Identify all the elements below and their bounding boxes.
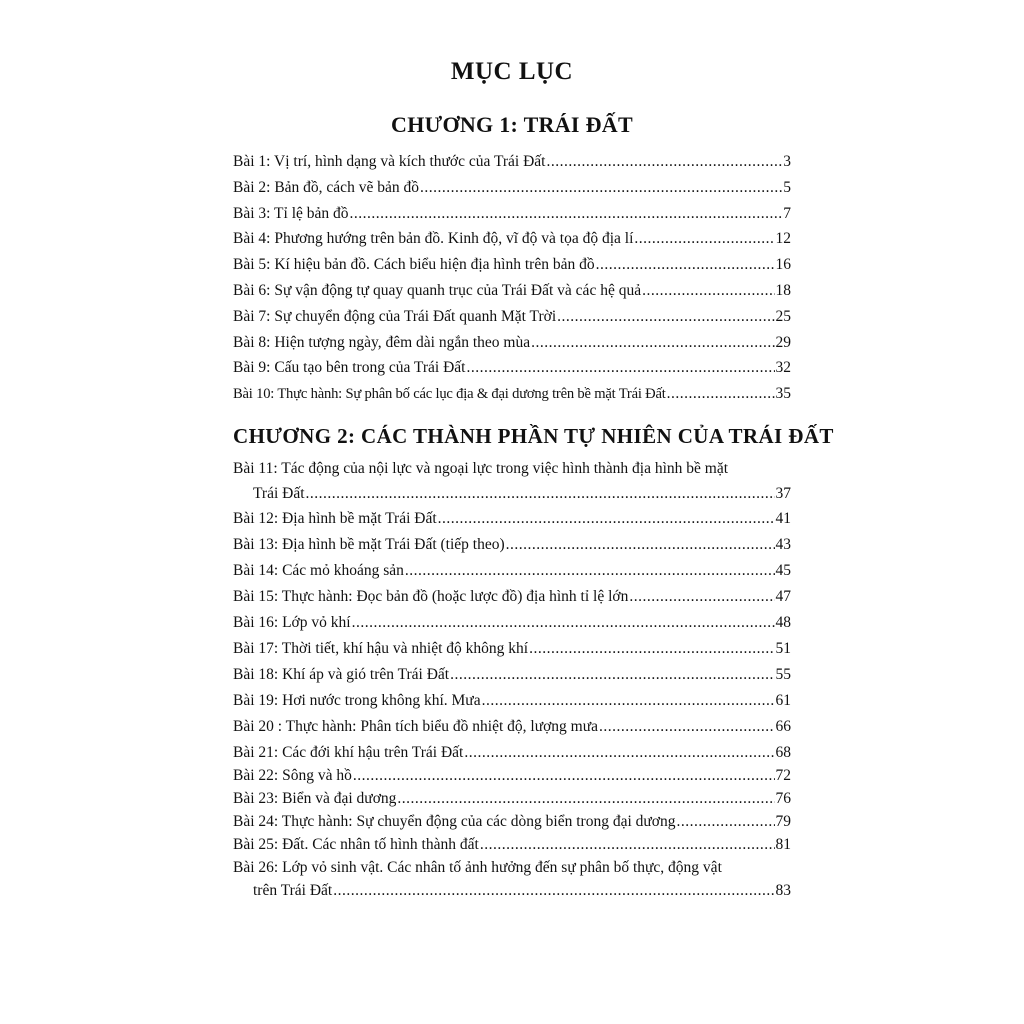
toc-entry-text: Bài 16: Lớp vỏ khí xyxy=(233,614,351,631)
toc-page-number: 76 xyxy=(775,790,791,807)
toc-entry-text: Bài 14: Các mỏ khoáng sản xyxy=(233,562,404,579)
toc-entry[interactable] xyxy=(233,690,791,716)
toc-entry[interactable] xyxy=(233,560,791,586)
toc-page-number: 72 xyxy=(775,767,791,784)
toc-entry[interactable] xyxy=(233,508,791,534)
toc-entry[interactable] xyxy=(233,857,791,903)
toc-entry[interactable] xyxy=(233,306,791,332)
toc-entry-text: Bài 2: Bản đồ, cách vẽ bản đồ xyxy=(233,178,419,196)
toc-page-number: 47 xyxy=(775,588,791,605)
leader-dots xyxy=(642,280,774,302)
toc-entry-text: Bài 5: Kí hiệu bản đồ. Cách biểu hiện địa hình trên bản đồ xyxy=(233,256,595,274)
leader-dots xyxy=(599,716,774,738)
toc-entry-text: Bài 15: Thực hành: Đọc bản đồ (hoặc lược đồ) địa hình tỉ lệ lớn xyxy=(233,588,629,605)
toc-entry[interactable] xyxy=(233,664,791,690)
toc-entry[interactable] xyxy=(233,203,791,229)
leader-dots xyxy=(350,203,783,225)
toc-page-number: 68 xyxy=(775,744,791,761)
toc-entry-text: Bài 3: Tỉ lệ bản đồ xyxy=(233,204,349,222)
toc-page-number: 16 xyxy=(775,256,791,274)
toc-entry-text: Bài 6: Sự vận động tự quay quanh trục của Trái Đất và các hệ quả xyxy=(233,281,642,299)
toc-page-number: 55 xyxy=(775,666,791,683)
toc-entry-text: Bài 11: Tác động của nội lực và ngoại lực trong việc hình thành địa hình bề mặt xyxy=(233,460,729,477)
toc-entry-text: Bài 19: Hơi nước trong không khí. Mưa xyxy=(233,692,481,709)
leader-dots xyxy=(352,612,775,634)
toc-entry-text: Bài 13: Địa hình bề mặt Trái Đất (tiếp theo) xyxy=(233,536,505,553)
leader-dots xyxy=(450,664,774,686)
toc-entry-text: Bài 17: Thời tiết, khí hậu và nhiệt độ không khí xyxy=(233,640,529,657)
toc-entry-text: Bài 24: Thực hành: Sự chuyển động của các dòng biển trong đại dương xyxy=(233,813,676,830)
toc-page-number: 48 xyxy=(775,614,791,631)
toc-entry-text: Bài 7: Sự chuyển động của Trái Đất quanh Mặt Trời xyxy=(233,307,557,325)
toc-page-number: 18 xyxy=(775,281,791,299)
toc-entry[interactable] xyxy=(233,280,791,306)
toc-entry[interactable] xyxy=(233,332,791,358)
leader-dots xyxy=(420,177,782,199)
toc-page-number: 7 xyxy=(783,204,791,222)
toc-page-number: 66 xyxy=(775,718,791,735)
toc-page-number: 61 xyxy=(775,692,791,709)
toc-entry[interactable] xyxy=(233,177,791,203)
toc-entry-text: Bài 10: Thực hành: Sự phân bố các lục địa & đại dương trên bề mặt Trái Đất xyxy=(233,386,666,403)
leader-dots xyxy=(667,383,775,405)
toc-entry-text: Bài 9: Cấu tạo bên trong của Trái Đất xyxy=(233,359,466,377)
leader-dots xyxy=(557,306,774,328)
toc-entry[interactable] xyxy=(233,458,791,508)
toc-entry[interactable] xyxy=(233,151,791,177)
toc-page-number: 45 xyxy=(775,562,791,579)
toc-entry[interactable] xyxy=(233,383,791,409)
leader-dots xyxy=(547,151,783,173)
leader-dots xyxy=(480,834,775,856)
toc-entry[interactable] xyxy=(233,765,791,788)
toc-entry-text: Bài 21: Các đới khí hậu trên Trái Đất xyxy=(233,744,464,761)
leader-dots xyxy=(405,560,775,582)
toc-page-number: 43 xyxy=(775,536,791,553)
leader-dots xyxy=(506,534,775,556)
leader-dots xyxy=(634,228,774,250)
toc-entry[interactable] xyxy=(233,742,791,765)
toc-page-number: 29 xyxy=(775,333,791,351)
toc-entry-text: Bài 4: Phương hướng trên bản đồ. Kinh độ, vĩ độ và tọa độ địa lí xyxy=(233,230,634,248)
toc-entry-text-continued: trên Trái Đất xyxy=(253,882,333,899)
toc-entry-text: Bài 1: Vị trí, hình dạng và kích thước của Trái Đất xyxy=(233,153,546,170)
leader-dots xyxy=(333,880,774,902)
leader-dots xyxy=(531,332,774,354)
page-title: MỤC LỤC xyxy=(450,58,574,85)
toc-page-number: 41 xyxy=(775,510,791,527)
toc-entry-text: Bài 26: Lớp vỏ sinh vật. Các nhân tố ảnh hưởng đến sự phân bố thực, động vật xyxy=(233,859,722,876)
toc-page-number: 37 xyxy=(775,485,791,502)
leader-dots xyxy=(466,357,774,379)
chapter-2-list xyxy=(233,458,791,903)
toc-page-number: 12 xyxy=(775,230,791,248)
toc-entry[interactable] xyxy=(233,254,791,280)
chapter-1-title: CHƯƠNG 1: TRÁI ĐẤT xyxy=(391,112,633,137)
toc-entry-text: Bài 8: Hiện tượng ngày, đêm dài ngắn theo mùa xyxy=(233,333,531,351)
toc-entry[interactable] xyxy=(233,586,791,612)
leader-dots xyxy=(482,690,775,712)
toc-entry[interactable] xyxy=(233,811,791,834)
toc-page-number: 32 xyxy=(775,359,791,377)
toc-entry-text: Bài 22: Sông và hồ xyxy=(233,767,352,784)
toc-page-number: 5 xyxy=(783,178,791,196)
chapter-2-title: CHƯƠNG 2: CÁC THÀNH PHẦN TỰ NHIÊN CỦA TRÁI ĐẤT xyxy=(233,424,834,448)
leader-dots xyxy=(306,483,775,505)
leader-dots xyxy=(438,508,775,530)
toc-page-number: 35 xyxy=(775,385,791,403)
toc-page-number: 25 xyxy=(775,307,791,325)
toc-entry[interactable] xyxy=(233,612,791,638)
leader-dots xyxy=(464,742,774,764)
toc-entry-text: Bài 12: Địa hình bề mặt Trái Đất xyxy=(233,510,437,527)
toc-entry[interactable] xyxy=(233,357,791,383)
toc-entry[interactable] xyxy=(233,834,791,857)
leader-dots xyxy=(353,765,775,787)
toc-page-number: 81 xyxy=(775,836,791,853)
toc-entry-text: Bài 18: Khí áp và gió trên Trái Đất xyxy=(233,666,450,683)
toc-entry-text: Bài 20 : Thực hành: Phân tích biểu đồ nhiệt độ, lượng mưa xyxy=(233,718,599,735)
toc-entry[interactable] xyxy=(233,638,791,664)
toc-entry-text: Bài 23: Biển và đại dương xyxy=(233,790,397,807)
leader-dots xyxy=(529,638,774,660)
toc-entry-text: Bài 25: Đất. Các nhân tố hình thành đất xyxy=(233,836,479,853)
toc-page-number: 51 xyxy=(775,640,791,657)
toc-page-number: 3 xyxy=(783,153,791,170)
toc-entry[interactable] xyxy=(233,788,791,811)
leader-dots xyxy=(397,788,774,810)
toc-page-number: 83 xyxy=(775,882,791,899)
toc-entry[interactable] xyxy=(233,228,791,254)
toc-entry[interactable] xyxy=(233,534,791,560)
toc-entry-text-continued: Trái Đất xyxy=(253,485,305,502)
toc-page-number: 79 xyxy=(775,813,791,830)
leader-dots xyxy=(629,586,774,608)
toc-entry[interactable] xyxy=(233,716,791,742)
chapter-1-list xyxy=(233,151,791,409)
leader-dots xyxy=(676,811,774,833)
leader-dots xyxy=(596,254,775,276)
